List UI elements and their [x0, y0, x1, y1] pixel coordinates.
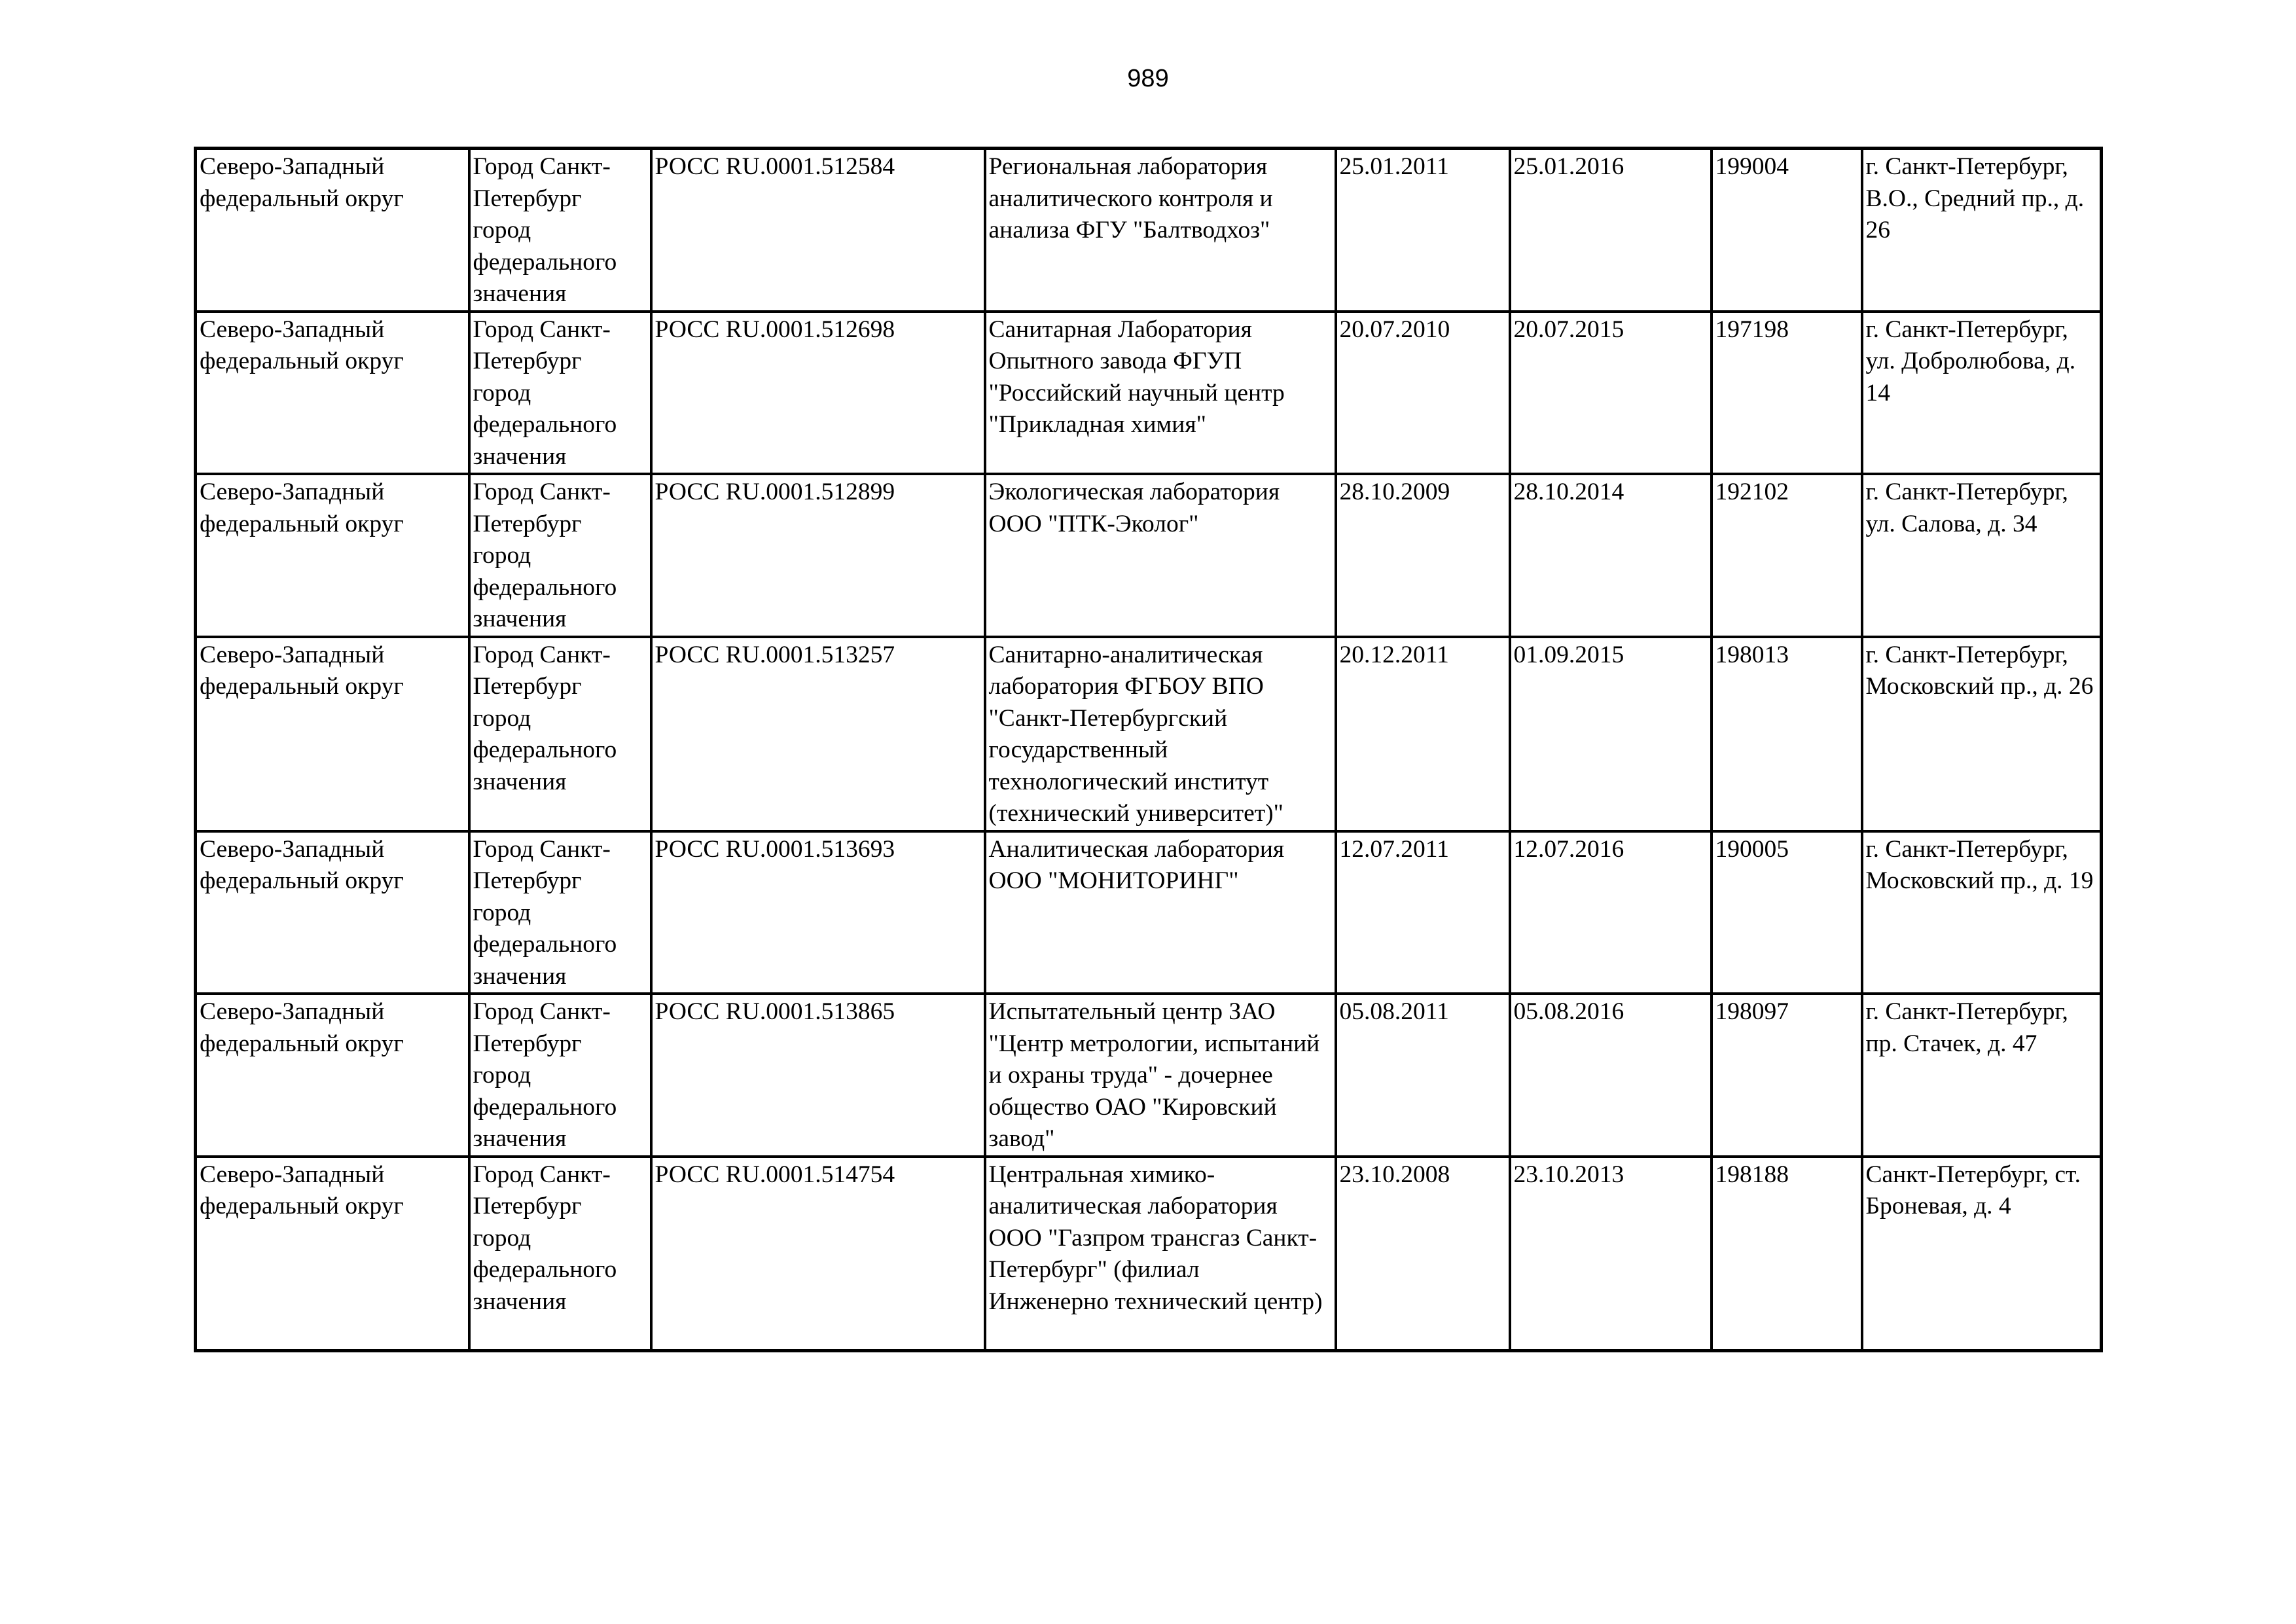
city-cell: Город Санкт- Петербург город федерального значения: [469, 1157, 651, 1351]
city-cell: Город Санкт- Петербург город федерального значения: [469, 637, 651, 831]
valid-until-cell: 05.08.2016: [1510, 994, 1712, 1157]
table-row: [196, 474, 2102, 637]
postal-code-cell: 198097: [1712, 994, 1862, 1157]
valid-until-cell: 28.10.2014: [1510, 474, 1712, 637]
issued-date-cell: 23.10.2008: [1336, 1157, 1510, 1351]
postal-code-cell: 199004: [1712, 149, 1862, 312]
page-number: 989: [1127, 65, 1169, 92]
laboratory-cell: Экологическая лаборатория ООО "ПТК-Эколог": [985, 474, 1336, 637]
postal-code-cell: 190005: [1712, 831, 1862, 994]
district-cell: Северо-Западный федеральный округ: [196, 474, 469, 637]
district-cell: Северо-Западный федеральный округ: [196, 312, 469, 475]
valid-until-cell: 25.01.2016: [1510, 149, 1712, 312]
issued-date-cell: 05.08.2011: [1336, 994, 1510, 1157]
district-cell: Северо-Западный федеральный округ: [196, 831, 469, 994]
valid-until-cell: 12.07.2016: [1510, 831, 1712, 994]
issued-date-cell: 25.01.2011: [1336, 149, 1510, 312]
table-row: [196, 149, 2102, 312]
address-cell: г. Санкт-Петербург, В.О., Средний пр., д. 26: [1862, 149, 2102, 312]
certificate-cell: РОСС RU.0001.512698: [651, 312, 985, 475]
postal-code-cell: 198188: [1712, 1157, 1862, 1351]
table-row: [196, 637, 2102, 831]
table-row: [196, 994, 2102, 1157]
address-cell: г. Санкт-Петербург, Московский пр., д. 19: [1862, 831, 2102, 994]
issued-date-cell: 28.10.2009: [1336, 474, 1510, 637]
postal-code-cell: 198013: [1712, 637, 1862, 831]
district-cell: Северо-Западный федеральный округ: [196, 149, 469, 312]
district-cell: Северо-Западный федеральный округ: [196, 637, 469, 831]
address-cell: Санкт-Петербург, ст. Броневая, д. 4: [1862, 1157, 2102, 1351]
address-cell: г. Санкт-Петербург, Московский пр., д. 26: [1862, 637, 2102, 831]
postal-code-cell: 197198: [1712, 312, 1862, 475]
certificate-cell: РОСС RU.0001.513693: [651, 831, 985, 994]
city-cell: Город Санкт- Петербург город федерального значения: [469, 994, 651, 1157]
laboratory-cell: Аналитическая лаборатория ООО "МОНИТОРИНГ": [985, 831, 1336, 994]
address-cell: г. Санкт-Петербург, ул. Добролюбова, д. 14: [1862, 312, 2102, 475]
city-cell: Город Санкт- Петербург город федерального значения: [469, 312, 651, 475]
laboratory-cell: Региональная лаборатория аналитического контроля и анализа ФГУ "Балтводхоз": [985, 149, 1336, 312]
laboratory-cell: Санитарная Лаборатория Опытного завода ФГУП "Российский научный центр "Прикладная химия": [985, 312, 1336, 475]
valid-until-cell: 23.10.2013: [1510, 1157, 1712, 1351]
certificate-cell: РОСС RU.0001.514754: [651, 1157, 985, 1351]
table-row: [196, 312, 2102, 475]
certificate-cell: РОСС RU.0001.512584: [651, 149, 985, 312]
district-cell: Северо-Западный федеральный округ: [196, 1157, 469, 1351]
table-row: [196, 1157, 2102, 1351]
district-cell: Северо-Западный федеральный округ: [196, 994, 469, 1157]
issued-date-cell: 20.12.2011: [1336, 637, 1510, 831]
issued-date-cell: 20.07.2010: [1336, 312, 1510, 475]
postal-code-cell: 192102: [1712, 474, 1862, 637]
valid-until-cell: 01.09.2015: [1510, 637, 1712, 831]
laboratory-cell: Центральная химико- аналитическая лаборатория ООО "Газпром трансгаз Санкт- Петербург" (филиал Инженерно технический центр): [985, 1157, 1336, 1351]
table-row: [196, 831, 2102, 994]
laboratory-registry-table: [194, 147, 2103, 1352]
laboratory-cell: Испытательный центр ЗАО "Центр метрологии, испытаний и охраны труда" - дочернее общество ОАО "Кировский завод": [985, 994, 1336, 1157]
city-cell: Город Санкт- Петербург город федерального значения: [469, 474, 651, 637]
laboratory-cell: Санитарно-аналитическая лаборатория ФГБОУ ВПО "Санкт-Петербургский государственный технологический институт (технический университет)": [985, 637, 1336, 831]
valid-until-cell: 20.07.2015: [1510, 312, 1712, 475]
city-cell: Город Санкт- Петербург город федерального значения: [469, 149, 651, 312]
certificate-cell: РОСС RU.0001.513257: [651, 637, 985, 831]
issued-date-cell: 12.07.2011: [1336, 831, 1510, 994]
address-cell: г. Санкт-Петербург, ул. Салова, д. 34: [1862, 474, 2102, 637]
certificate-cell: РОСС RU.0001.512899: [651, 474, 985, 637]
certificate-cell: РОСС RU.0001.513865: [651, 994, 985, 1157]
city-cell: Город Санкт- Петербург город федерального значения: [469, 831, 651, 994]
address-cell: г. Санкт-Петербург, пр. Стачек, д. 47: [1862, 994, 2102, 1157]
